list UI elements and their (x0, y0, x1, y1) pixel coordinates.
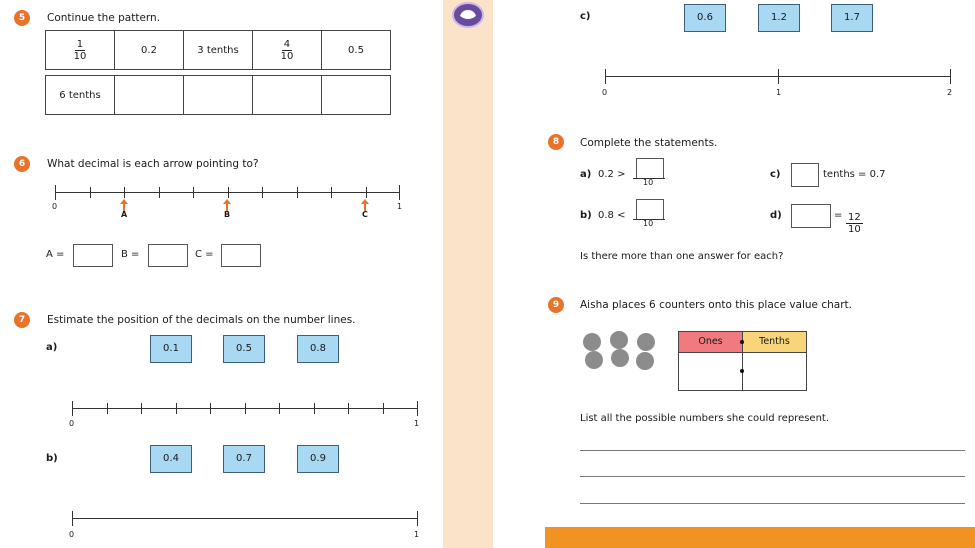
q7c-label: c) (580, 11, 591, 22)
ones-header: Ones (679, 332, 743, 353)
answer-c-label: C = (195, 249, 214, 260)
writing-line[interactable] (580, 503, 965, 504)
decimal-point (740, 340, 744, 344)
pattern-cell: $\frac{1}{10}$ (46, 31, 115, 70)
question-7-prompt: Estimate the position of the decimals on the number lines. (47, 314, 356, 326)
q7a-end-label: 1 (414, 419, 420, 428)
question-8-prompt: Complete the statements. (580, 137, 718, 149)
q9-instruction: List all the possible numbers she could represent. (580, 413, 830, 424)
writing-line[interactable] (580, 476, 965, 477)
pattern-answer-cell[interactable] (322, 76, 391, 115)
q7b-end-label: 1 (414, 530, 420, 539)
q6-end-label: 1 (397, 202, 403, 211)
arrow-b-label: B (224, 210, 231, 219)
writing-line[interactable] (580, 450, 965, 451)
counter (583, 333, 601, 351)
pattern-cell: 0.2 (115, 31, 184, 70)
q8a-label: a) (580, 169, 592, 180)
q8b-denominator: 10 (643, 219, 654, 228)
counter (637, 333, 655, 351)
question-7-badge: 7 (14, 312, 30, 328)
question-6-prompt: What decimal is each arrow pointing to? (47, 158, 259, 170)
answer-a-label: A = (46, 249, 65, 260)
q7b-start-label: 0 (69, 530, 75, 539)
footer-bar (545, 527, 975, 548)
pattern-answer-cell[interactable] (115, 76, 184, 115)
q8c-right: tenths = 0.7 (823, 169, 886, 180)
decimal-card: 0.8 (297, 335, 339, 363)
answer-c-box[interactable] (221, 244, 261, 267)
counter (610, 331, 628, 349)
q8b-numerator-box[interactable] (636, 199, 664, 220)
q8-followup: Is there more than one answer for each? (580, 251, 784, 262)
arrow-c-label: C (362, 210, 368, 219)
pattern-table-row2 (45, 75, 391, 115)
answer-a-box[interactable] (73, 244, 113, 267)
question-5-prompt: Continue the pattern. (47, 12, 161, 24)
q8c-label: c) (770, 169, 781, 180)
question-8-badge: 8 (548, 134, 564, 150)
number-line-q7c (605, 68, 951, 88)
tenths-header: Tenths (743, 332, 806, 353)
q8d-fraction: $\frac{12}{10}$ (848, 212, 861, 235)
number-line-q7b (72, 510, 418, 530)
question-5-badge: 5 (14, 10, 30, 26)
pattern-cell: 3 tenths (184, 31, 253, 70)
decimal-card: 1.7 (831, 4, 873, 32)
question-9-badge: 9 (548, 297, 564, 313)
q8a-denominator: 10 (643, 178, 654, 187)
pattern-table (45, 30, 391, 70)
counter (636, 352, 654, 370)
place-value-chart (678, 331, 807, 391)
q7c-end-label: 2 (947, 88, 953, 97)
q6-start-label: 0 (52, 202, 58, 211)
pattern-answer-cell[interactable] (253, 76, 322, 115)
decimal-card: 0.4 (150, 445, 192, 473)
pattern-cell: 0.5 (322, 31, 391, 70)
decimal-card: 0.9 (297, 445, 339, 473)
q8d-box[interactable] (791, 204, 831, 228)
q8d-label: d) (770, 210, 782, 221)
logo-icon (452, 2, 484, 28)
pattern-answer-cell[interactable] (184, 76, 253, 115)
q7a-label: a) (46, 342, 58, 353)
number-line-q7a (72, 400, 418, 420)
q8d-eq: = (834, 210, 843, 221)
pattern-cell: $\frac{4}{10}$ (253, 31, 322, 70)
q7b-label: b) (46, 453, 58, 464)
decimal-point (740, 369, 744, 373)
pattern-cell: 6 tenths (46, 76, 115, 115)
q8b-label: b) (580, 210, 592, 221)
q7c-start-label: 0 (602, 88, 608, 97)
answer-b-label: B = (121, 249, 140, 260)
decimal-card: 0.5 (223, 335, 265, 363)
counter (585, 351, 603, 369)
q8c-box[interactable] (791, 163, 819, 187)
counter (611, 349, 629, 367)
q8a-left: 0.2 > (598, 169, 626, 180)
q8b-left: 0.8 < (598, 210, 626, 221)
question-6-badge: 6 (14, 156, 30, 172)
arrow-a-label: A (121, 210, 128, 219)
decimal-card: 0.7 (223, 445, 265, 473)
q8a-numerator-box[interactable] (636, 158, 664, 179)
answer-b-box[interactable] (148, 244, 188, 267)
decimal-card: 0.6 (684, 4, 726, 32)
decimal-card: 1.2 (758, 4, 800, 32)
page-spine (443, 0, 493, 548)
question-9-prompt: Aisha places 6 counters onto this place value chart. (580, 299, 852, 311)
q7c-mid-label: 1 (776, 88, 782, 97)
decimal-card: 0.1 (150, 335, 192, 363)
q7a-start-label: 0 (69, 419, 75, 428)
